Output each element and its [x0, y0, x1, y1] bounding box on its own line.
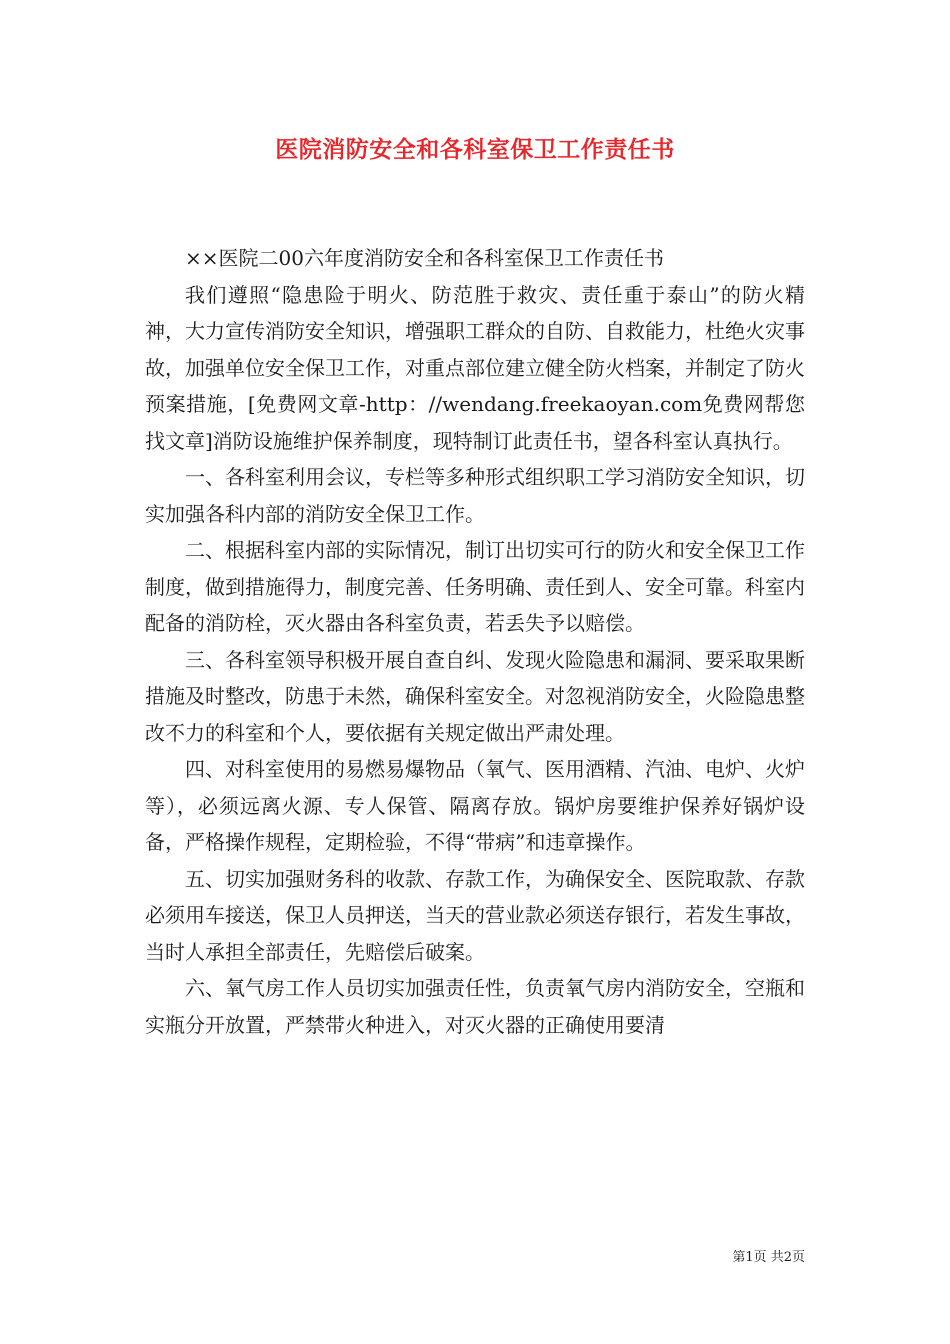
document-body	[145, 240, 805, 1043]
paragraph-item-5: 五、切实加强财务科的收款、存款工作，为确保安全、医院取款、存款必须用车接送，保卫人员押送，当天的营业款必须送存银行，若发生事故，当时人承担全部责任，先赔偿后破案。	[145, 866, 805, 964]
page-number-footer: 第1页 共2页	[732, 1250, 805, 1265]
paragraph-item-4: 四、对科室使用的易燃易爆物品（氧气、医用酒精、汽油、电炉、火炉等），必须远离火源、专人保管、隔离存放。锅炉房要维护保养好锅炉设备，严格操作规程，定期检验，不得“带病”和违章操作。	[145, 757, 805, 854]
paragraph-item-6: 六、氧气房工作人员切实加强责任性，负责氧气房内消防安全，空瓶和实瓶分开放置，严禁带火种进入，对灭火器的正确使用要清	[145, 976, 805, 1037]
document-title: 医院消防安全和各科室保卫工作责任书	[275, 136, 675, 163]
paragraph-heading-line: ××医院二00六年度消防安全和各科室保卫工作责任书	[185, 246, 664, 270]
paragraph-intro: 我们遵照“隐患险于明火、防范胜于救灾、责任重于泰山”的防火精神，大力宣传消防安全知识，增强职工群众的自防、自救能力，杜绝火灾事故，加强单位安全保卫工作，对重点部位建立健全防火档案，并制定了防火预案措施，[免费网文章-http：//wendang.freekaoyan.com免费网帮您找文章]消防设施维护保养制度，现特制订此责任书，望各科室认真执行。	[145, 282, 805, 453]
paragraph-item-2: 二、根据科室内部的实际情况，制订出切实可行的防火和安全保卫工作制度，做到措施得力，制度完善、任务明确、责任到人、安全可靠。科室内配备的消防栓，灭火器由各科室负责，若丢失予以赔偿。	[145, 538, 805, 635]
paragraph-item-1: 一、各科室利用会议，专栏等多种形式组织职工学习消防安全知识，切实加强各科内部的消防安全保卫工作。	[145, 465, 805, 526]
paragraph-item-3: 三、各科室领导积极开展自查自纠、发现火险隐患和漏洞、要采取果断措施及时整改，防患于未然，确保科室安全。对忽视消防安全，火险隐患整改不力的科室和个人，要依据有关规定做出严肃处理。	[145, 647, 805, 745]
